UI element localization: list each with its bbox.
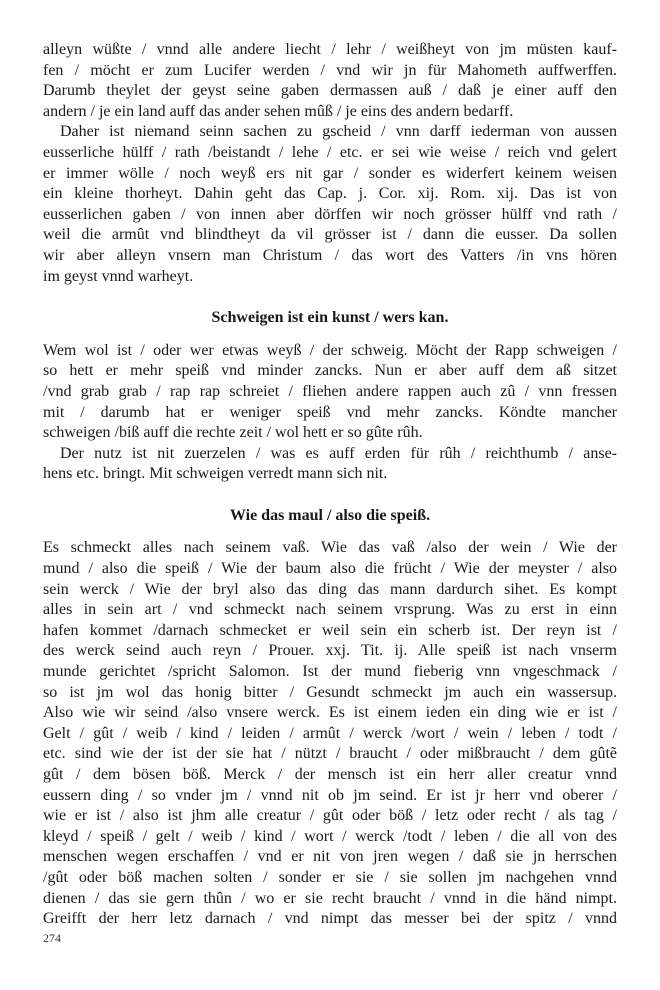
text-line: hafen kommet /darnach schmecket er weil sein ein scherb ist. Der reyn ist / — [43, 621, 617, 639]
text-line: /gût oder böß machen solten / sonder er sie / sie sollen jm nachgehen vnnd — [43, 868, 617, 886]
section-text-schweigen — [43, 341, 617, 485]
text-line: kleyd / speiß / gelt / weib / kind / wort / werck /todt / leben / die all von des — [43, 827, 617, 845]
text-line: eusserliche hülff / rath /beistandt / lehe / etc. er sei wie weise / reich vnd gelert — [43, 143, 617, 161]
text-line: Wem wol ist / oder wer etwas weyß / der schweig. Möcht der Rapp schweigen / — [43, 341, 617, 359]
paragraph — [43, 341, 617, 444]
text-line: Der nutz ist nit zuerzelen / was es auff erden für rûh / reichthumb / anse- — [60, 444, 617, 462]
text-line: andern / je ein land auff das ander sehen mûß / je eins des andern bedarff. — [43, 102, 514, 120]
paragraph — [43, 40, 617, 122]
text-line: er immer wölle / noch weyß ers nit gar / sonder es widerfert keinem weisen — [43, 164, 617, 182]
text-line: munde gerichtet /spricht Salomon. Ist der mund fieberig vnn vngeschmack / — [43, 663, 617, 681]
text-line: Daher ist niemand seinn sachen zu gscheid / vnn darff iederman von aussen — [60, 123, 617, 141]
intro-text — [43, 40, 617, 287]
text-line: etc. sind wie der ist der sie hat / nützt / braucht / oder mißbraucht / dem gûtẽ — [43, 745, 617, 763]
text-line: wie er ist / also ist jhm alle creatur / gût oder böß / letz oder recht / als tag / — [43, 807, 617, 825]
text-line: Gelt / gût / weib / kind / leiden / armût / werck /wort / wein / leben / todt / — [43, 724, 617, 742]
text-line: hens etc. bringt. Mit schweigen verredt mann sich nit. — [43, 465, 388, 483]
paragraph — [43, 538, 617, 929]
text-line: eussern ding / so vnder jm / vnnd nit ob jm seind. Er ist jr herr vnd oberer / — [43, 786, 617, 804]
section-heading-schweigen: Schweigen ist ein kunst / wers kan. — [211, 309, 449, 327]
text-line: eusserlichen gaben / von innen aber dörffen wir noch grösser hülff vnd rath / — [43, 205, 617, 223]
text-line: so ist jm wol das honig bitter / Gesundt schmeckt jm auch ein wassersup. — [43, 683, 617, 701]
text-line: menschen wegen erschaffen / vnd er nit von jren wegen / daß sie jn herrschen — [43, 848, 617, 866]
text-line: dienen / das sie gern thûn / wo er sie recht braucht / vnnd in die händ nimpt. — [43, 889, 617, 907]
text-line: alles in sein art / vnd schmeckt nach seinem vrsprung. Was zu erst in einn — [43, 601, 617, 619]
text-line: schweigen /biß auff die rechte zeit / wol hett er so gûte rûh. — [43, 424, 423, 442]
page-number: 274 — [43, 931, 61, 945]
text-line: wir aber alleyn vnsern man Christum / das wort des Vatters /in vns hören — [43, 246, 617, 264]
text-line: gût / dem bösen böß. Merck / der mensch ist ein herr aller creatur vnnd — [43, 766, 617, 783]
page-body — [43, 40, 617, 930]
text-line: des werck seind auch reyn / Prouer. xxj. Tit. ij. Alle speiß ist nach vnserm — [43, 642, 617, 660]
text-line: fen / möcht er zum Lucifer werden / vnd wir jn für Mahometh auffwerffen. — [43, 61, 617, 79]
text-line: Es schmeckt alles nach seinem vaß. Wie das vaß /also der wein / Wie der — [43, 539, 617, 557]
text-line: Darumb theylet der geyst seine gaben dermassen auß / daß je einer auff den — [43, 82, 617, 100]
text-line: /vnd grab grab / rap rap schreiet / fliehen andere rappen auch zû / vnn fressen — [43, 382, 617, 400]
text-line: weil die armût vnd blindtheyt da vil grösser ist / dann die eusser. Da sollen — [43, 226, 617, 244]
paragraph — [43, 122, 617, 287]
section-text-maul — [43, 538, 617, 929]
text-line: Also wie wir seind /also vnsere werck. Es ist einem ieden ein ding wie er ist / — [43, 704, 617, 722]
section-heading-maul: Wie das maul / also die speiß. — [229, 506, 431, 524]
paragraph — [43, 444, 617, 485]
text-line: mit / darumb hat er weniger speiß vnd mehr zancks. Köndte mancher — [43, 403, 617, 421]
text-line: sein werck / Wie der bryl also das ding das mann dardurch sihet. Es kompt — [43, 580, 617, 598]
text-line: Greifft der herr letz darnach / vnd nimpt das messer bei der spitz / vnnd — [43, 910, 617, 928]
text-line: im geyst vnnd warheyt. — [43, 267, 194, 285]
text-line: mund / also die speiß / Wie der baum also die frücht / Wie der meyster / also — [43, 560, 617, 578]
text-line: so hett er mehr speiß vnd minder zancks. Nun er aber auff dem aß sitzet — [43, 362, 617, 380]
text-line: alleyn wüßte / vnnd alle andere liecht / lehr / weißheyt von jm müsten kauf- — [43, 41, 617, 58]
text-line: ein kleine thorheyt. Dahin geht das Cap. j. Cor. xij. Rom. xij. Das ist von — [43, 185, 617, 203]
